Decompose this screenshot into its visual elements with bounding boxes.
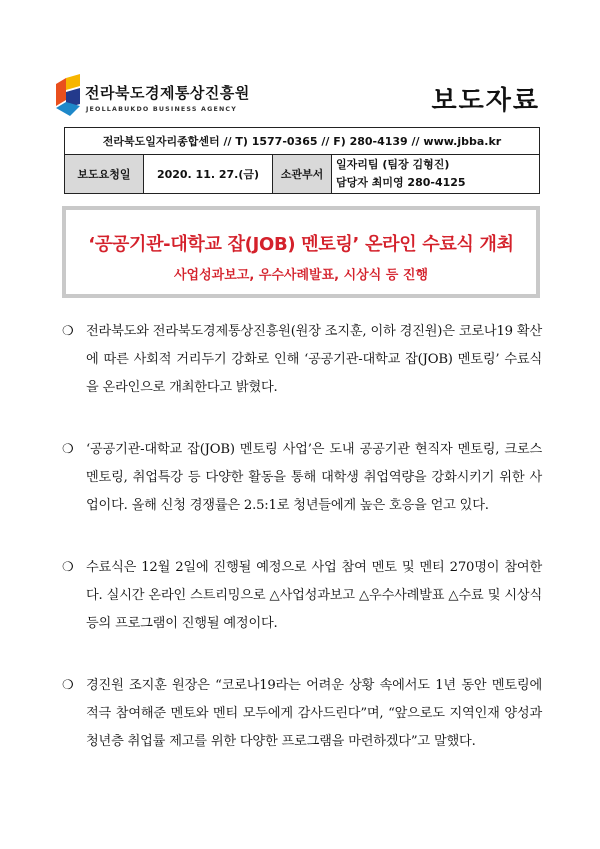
info-table: [64, 127, 540, 194]
org-logo-icon: [56, 74, 82, 116]
circle-bullet-icon: ❍: [62, 442, 74, 457]
circle-bullet-icon: ❍: [62, 678, 74, 693]
headline-box: [62, 206, 540, 298]
department-label: 소관부서: [273, 155, 332, 194]
paragraph-text: ‘공공기관-대학교 잡(JOB) 멘토링 사업’은 도내 공공기관 현직자 멘토링, 크로스멘토링, 취업특강 등 다양한 활동을 통해 대학생 취업역량을 강화시키기 위한 사업이다. 올해 신청 경쟁률은 2.5:1로 청년들에게 높은 호응을 얻고 있다.: [86, 442, 542, 513]
paragraph: [62, 436, 542, 520]
headline-subtitle: 사업성과보고, 우수사례발표, 시상식 등 진행: [173, 268, 429, 283]
paragraph: [62, 672, 542, 756]
request-date-label: 보도요청일: [65, 155, 144, 194]
paragraph: [62, 554, 542, 638]
department-contact: 담당자 최미영 280-4125: [336, 176, 466, 189]
paragraph-text: 경진원 조지훈 원장은 “코로나19라는 어려운 상황 속에서도 1년 동안 멘토링에 적극 참여해준 멘토와 멘티 모두에게 감사드린다”며, “앞으로도 지역인재 양성과 청년층 취업률 제고를 위한 다양한 프로그램을 마련하겠다”고 말했다.: [86, 678, 542, 749]
paragraph-text: 수료식은 12월 2일에 진행될 예정으로 사업 참여 멘토 및 멘티 270명이 참여한다. 실시간 온라인 스트리밍으로 △사업성과보고 △우수사례발표 △수료 및 시상식 등의 프로그램이 진행될 예정이다.: [86, 560, 542, 631]
org-name: 전라북도경제통상진흥원: [85, 84, 250, 102]
body-paragraphs: [62, 318, 542, 756]
circle-bullet-icon: ❍: [62, 324, 74, 339]
org-name-english: JEOLLABUKDO BUSINESS AGENCY: [86, 106, 237, 113]
department-info: [332, 155, 540, 194]
document-type-title: 보도자료: [431, 86, 540, 116]
request-date-value: 2020. 11. 27.(금): [144, 155, 273, 194]
paragraph: [62, 318, 542, 402]
paragraph-text: 전라북도와 전라북도경제통상진흥원(원장 조지훈, 이하 경진원)은 코로나19 확산에 따른 사회적 거리두기 강화로 인해 ‘공공기관-대학교 잡(JOB) 멘토링’ 수료식을 온라인으로 개최한다고 밝혔다.: [86, 324, 542, 395]
circle-bullet-icon: ❍: [62, 560, 74, 575]
department-team: 일자리팀 (팀장 김형진): [336, 158, 450, 171]
contact-line: 전라북도일자리종합센터 // T) 1577-0365 // F) 280-4139 // www.jbba.kr: [65, 128, 540, 155]
headline-title: ‘공공기관-대학교 잡(JOB) 멘토링’ 온라인 수료식 개최: [88, 234, 514, 255]
